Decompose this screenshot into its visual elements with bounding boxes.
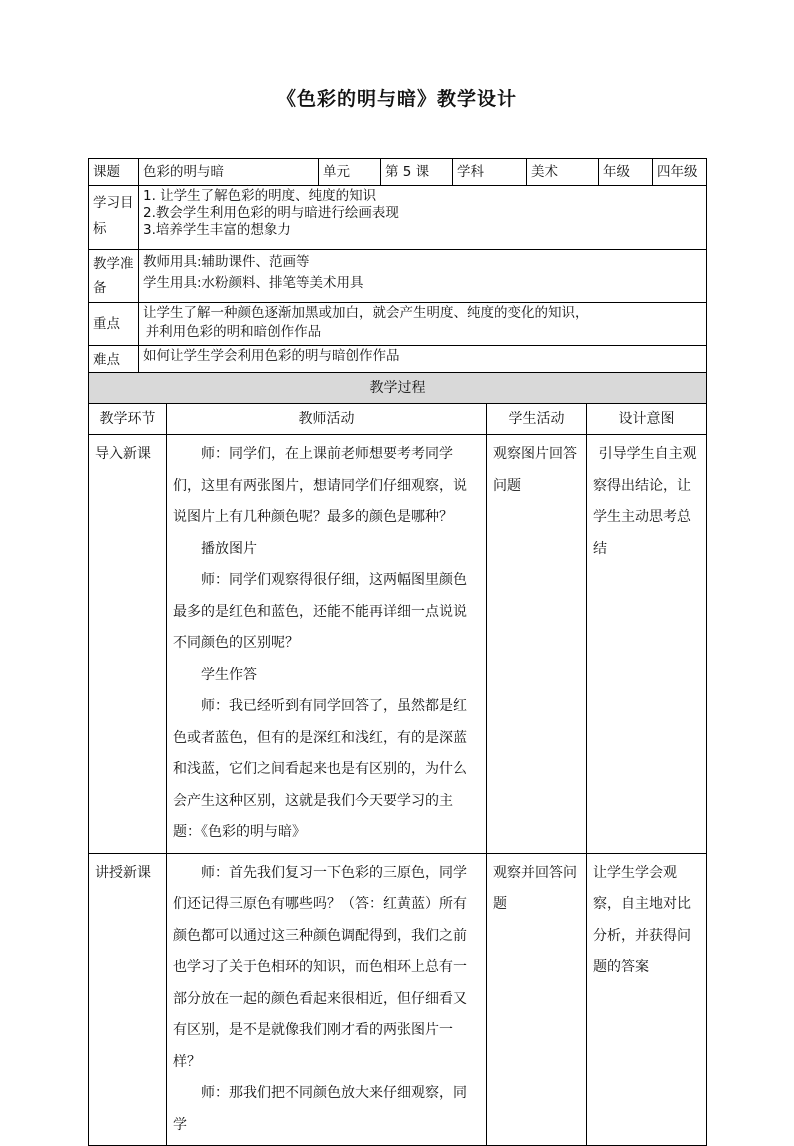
teacher-paragraph: 学生作答 — [201, 666, 257, 683]
grade-value: 四年级 — [653, 159, 707, 186]
goal-item: 1. 让学生了解色彩的明度、纯度的知识 — [143, 188, 377, 204]
header-teacher: 教师活动 — [167, 404, 487, 435]
teacher-paragraph: 播放图片 — [201, 540, 257, 557]
header-student: 学生活动 — [487, 404, 587, 435]
goals-label: 学习目标 — [89, 186, 139, 250]
key-label: 重点 — [89, 303, 139, 346]
difficulty-value: 如何让学生学会利用色彩的明与暗创作作品 — [139, 346, 707, 375]
unit-value: 第 5 课 — [381, 159, 453, 186]
prep-item: 教师用具:辅助课件、范画等 — [143, 254, 310, 270]
prep-label: 教学准备 — [89, 250, 139, 303]
process-section-title: 教学过程 — [89, 373, 707, 404]
prep-item: 学生用具:水粉颜料、排笔等美术用具 — [143, 275, 364, 291]
teacher-activity-cell — [167, 435, 487, 854]
goals-cell — [139, 186, 707, 250]
header-stage: 教学环节 — [89, 404, 167, 435]
lesson-info-table — [88, 158, 707, 375]
key-line: 让学生了解一种颜色逐渐加黑或加白，就会产生明度、纯度的变化的知识， — [143, 305, 589, 321]
table-row — [89, 853, 707, 1146]
student-activity-cell: 观察图片回答问题 — [487, 435, 587, 854]
teacher-paragraph: 师：首先我们复习一下色彩的三原色，同学们还记得三原色有哪些吗？（答：红黄蓝）所有颜色都可以通过这三种颜色调配得到，我们之前也学习了关于色相环的知识，而色相环上总有一部分放在一起的颜色看起来很相近，但仔细看又有区别，是不是就像我们刚才看的两张图片一样？ — [173, 864, 467, 1070]
teacher-paragraph: 师：我已经听到有同学回答了，虽然都是红色或者蓝色，但有的是深红和浅红，有的是深蓝和浅蓝，它们之间看起来也是有区别的，为什么会产生这种区别，这就是我们今天要学习的主题：《色彩的明与暗》 — [173, 698, 467, 840]
design-intent-cell: 让学生学会观察，自主地对比分析，并获得问题的答案 — [587, 853, 707, 1146]
teacher-paragraph: 师：那我们把不同颜色放大来仔细观察，同学 — [173, 1085, 467, 1133]
stage-cell: 导入新课 — [89, 435, 167, 854]
unit-label: 单元 — [319, 159, 381, 186]
key-line: 并利用色彩的明和暗创作作品 — [145, 324, 322, 340]
key-cell — [139, 303, 707, 346]
subject-value: 美术 — [527, 159, 599, 186]
prep-cell — [139, 250, 707, 303]
process-table — [88, 372, 707, 1146]
header-intent: 设计意图 — [587, 404, 707, 435]
table-row — [89, 435, 707, 854]
teacher-paragraph: 师：同学们观察得很仔细，这两幅图里颜色最多的是红色和蓝色，还能不能再详细一点说说不同颜色的区别呢？ — [173, 572, 467, 651]
student-activity-cell: 观察并回答问题 — [487, 853, 587, 1146]
lesson-value: 色彩的明与暗 — [139, 159, 319, 186]
goal-item: 2.教会学生利用色彩的明与暗进行绘画表现 — [143, 205, 399, 221]
difficulty-label: 难点 — [89, 346, 139, 375]
lesson-label: 课题 — [89, 159, 139, 186]
teacher-activity-cell — [167, 853, 487, 1146]
design-intent-cell: 引导学生自主观察得出结论，让学生主动思考总结 — [587, 435, 707, 854]
goal-item: 3.培养学生丰富的想象力 — [143, 222, 291, 238]
teacher-paragraph: 师：同学们，在上课前老师想要考考同学们，这里有两张图片，想请同学们仔细观察，说说图片上有几种颜色呢？最多的颜色是哪种？ — [173, 446, 467, 525]
subject-label: 学科 — [453, 159, 527, 186]
document-title: 《色彩的明与暗》教学设计 — [276, 88, 517, 110]
grade-label: 年级 — [599, 159, 653, 186]
stage-cell: 讲授新课 — [89, 853, 167, 1146]
